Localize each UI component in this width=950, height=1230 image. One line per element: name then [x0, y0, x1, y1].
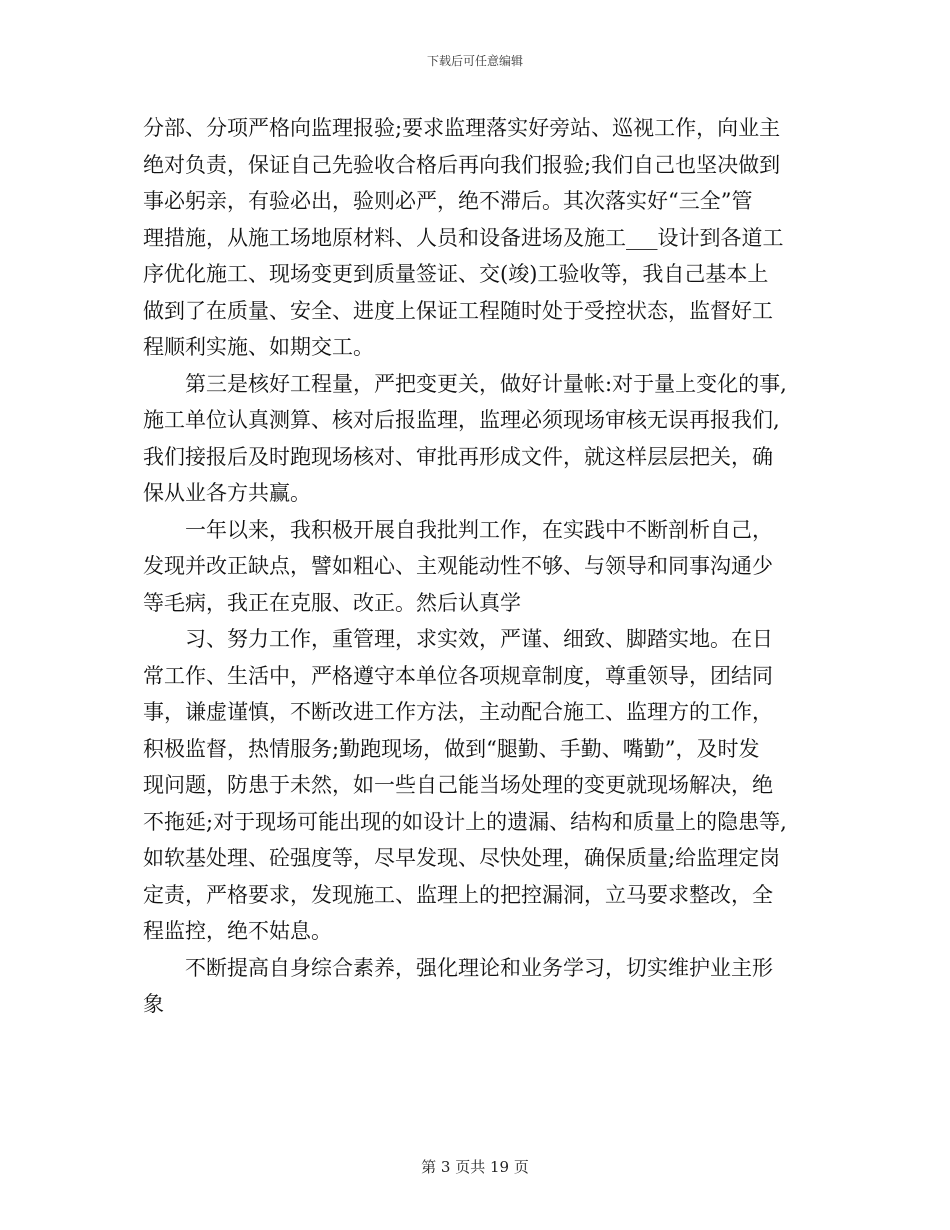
text-line: 常工作、生活中，严格遵守本单位各项规章制度，尊重领导，团结同	[143, 663, 773, 688]
text-line: 程监控，绝不姑息。	[143, 919, 332, 943]
text-line: 事，谦虚谨慎，不断改进工作方法，主动配合施工、监理方的工作，	[143, 700, 773, 724]
text-line: 我们接报后及时跑现场核对、审批再形成文件，就这样层层把关，确	[143, 444, 773, 469]
text-line: 象	[143, 992, 164, 1016]
text-line: 事必躬亲，有验必出，验则必严，绝不滞后。其次落实好“三全”管	[143, 189, 753, 213]
text-line: 如软基处理、砼强度等，尽早发现、尽快处理，确保质量;给监理定岗	[143, 846, 781, 870]
text-line: 分部、分项严格向监理报验;要求监理落实好旁站、巡视工作，向业主	[143, 116, 781, 140]
text-line: 理措施，从施工场地原材料、人员和设备进场及施工___设计到各道工	[143, 225, 784, 250]
text-line: 第三是核好工程量，严把变更关，做好计量帐:对于量上变化的事,	[185, 371, 787, 396]
text-line: 绝对负责，保证自己先验收合格后再向我们报验;我们自己也坚决做到	[143, 152, 781, 177]
text-line: 积极监督，热情服务;勤跑现场，做到“腿勤、手勤、嘴勤”，及时发	[143, 736, 760, 761]
text-line: 程顺利实施、如期交工。	[143, 335, 374, 359]
text-line: 保从业各方共赢。	[143, 481, 311, 505]
text-line: 定责，严格要求，发现施工、监理上的把控漏洞，立马要求整改，全	[143, 882, 773, 907]
text-line: 不拖延;对于现场可能出现的如设计上的遗漏、结构和质量上的隐患等,	[143, 809, 787, 834]
text-line: 一年以来，我积极开展自我批判工作，在实践中不断剖析自己，	[185, 517, 773, 542]
text-line: 做到了在质量、安全、进度上保证工程随时处于受控状态，监督好工	[143, 298, 773, 323]
page-header: 下载后可任意编辑	[426, 54, 523, 68]
text-line: 发现并改正缺点，譬如粗心、主观能动性不够、与领导和同事沟通少	[143, 554, 773, 578]
text-line: 现问题，防患于未然，如一些自己能当场处理的变更就现场解决，绝	[143, 773, 773, 797]
page-footer: 第 3 页共 19 页	[421, 1158, 529, 1176]
text-line: 序优化施工、现场变更到质量签证、交(竣)工验收等，我自己基本上	[143, 262, 769, 286]
text-line: 等毛病，我正在克服、改正。然后认真学	[143, 590, 521, 615]
text-line: 习、努力工作，重管理，求实效，严谨、细致、脚踏实地。在日	[185, 627, 773, 651]
text-line: 施工单位认真测算、核对后报监理，监理必须现场审核无误再报我们,	[143, 408, 780, 432]
text-line: 不断提高自身综合素养，强化理论和业务学习，切实维护业主形	[185, 955, 773, 980]
document-body	[143, 110, 823, 1023]
